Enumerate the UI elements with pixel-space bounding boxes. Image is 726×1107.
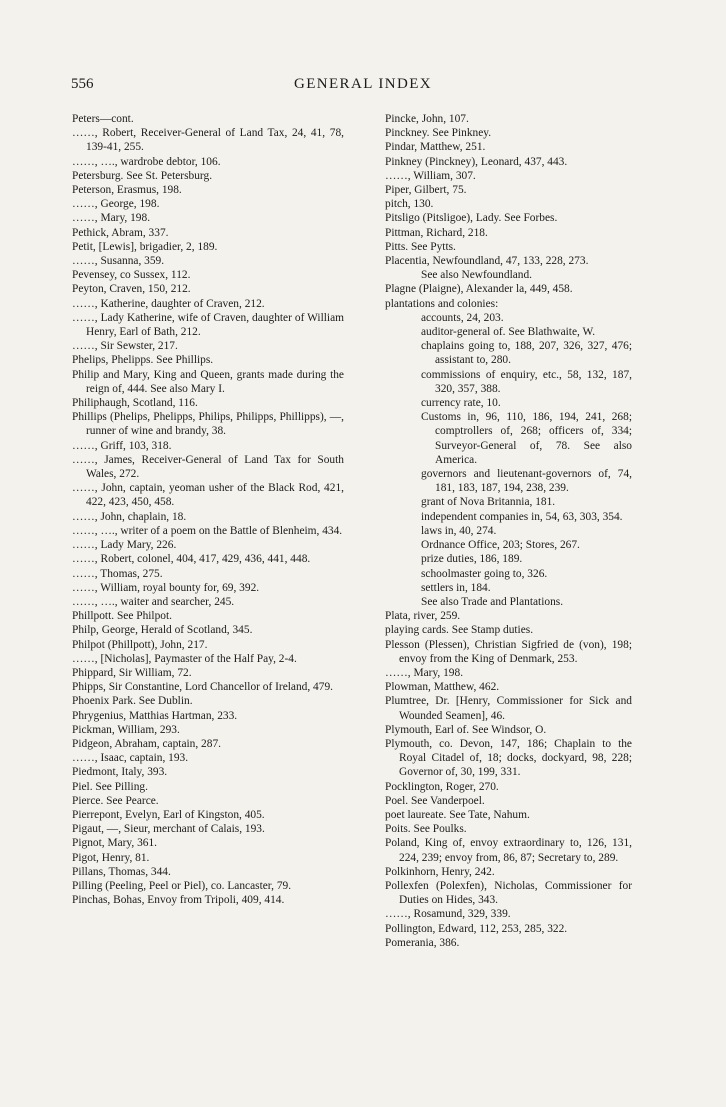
index-entry: Poits. See Poulks.	[385, 823, 467, 836]
index-entry: Pincke, John, 107.	[385, 113, 469, 125]
index-entry: laws in, 40, 274.	[421, 524, 497, 537]
index-entry: Plymouth, Earl of. See Windsor, O.	[385, 723, 547, 736]
index-entry: schoolmaster going to, 326.	[421, 567, 548, 580]
index-entry: ……, …., waiter and searcher, 245.	[72, 595, 235, 608]
index-entry: Pillans, Thomas, 344.	[72, 865, 171, 878]
index-entry: Philip and Mary, King and Queen, grants made during the reign of, 444. See also Mary I.	[72, 368, 344, 395]
index-entry: prize duties, 186, 189.	[421, 553, 523, 566]
index-entry: Pittman, Richard, 218.	[385, 226, 488, 239]
index-entry: pitch, 130.	[385, 198, 434, 211]
index-entry: auditor-general of. See Blathwaite, W.	[421, 326, 596, 339]
index-entry: Pierrepont, Evelyn, Earl of Kingston, 405.	[72, 808, 265, 821]
index-entry: Pickman, William, 293.	[72, 723, 180, 736]
index-entry: Poland, King of, envoy extraordinary to, 126, 131, 224, 239; envoy from, 86, 87; Secretary to, 289.	[385, 837, 632, 864]
index-entry: See also Newfoundland.	[421, 269, 533, 282]
index-entry: Phrygenius, Matthias Hartman, 233.	[72, 709, 238, 722]
index-entry: Phoenix Park. See Dublin.	[72, 695, 193, 708]
index-entry: Plesson (Plessen), Christian Sigfried de (von), 198; envoy from the King of Denmark, 253.	[385, 638, 632, 665]
index-entry: ……, John, captain, yeoman usher of the Black Rod, 421, 422, 423, 450, 458.	[72, 482, 344, 509]
index-entry: playing cards. See Stamp duties.	[385, 624, 534, 637]
index-entry: commissions of enquiry, etc., 58, 132, 187, 320, 357, 388.	[421, 368, 632, 395]
index-entry: ……, …., wardrobe debtor, 106.	[72, 155, 221, 168]
index-entry: Pitsligo (Pitsligoe), Lady. See Forbes.	[385, 212, 558, 225]
index-entry: Philpot (Phillpott), John, 217.	[72, 638, 208, 651]
index-entry: Phillips (Phelips, Phelipps, Philips, Philipps, Phillipps), —, runner of wine and brandy, 38.	[72, 411, 344, 438]
index-entry: ……, James, Receiver-General of Land Tax for South Wales, 272.	[72, 453, 344, 481]
index-entry: Pollington, Edward, 112, 253, 285, 322.	[385, 922, 568, 935]
index-entry: Plymouth, co. Devon, 147, 186; Chaplain to the Royal Citadel of, 18; docks, dockyard, 98, 228; Governor of, 30, 199, 331.	[385, 737, 632, 779]
index-entry: Phipps, Sir Constantine, Lord Chancellor of Ireland, 479.	[72, 681, 333, 694]
index-entry: ……, Isaac, captain, 193.	[72, 752, 189, 765]
index-entry: Petit, [Lewis], brigadier, 2, 189.	[72, 240, 218, 253]
index-entry: Pinckney. See Pinkney.	[385, 127, 492, 140]
index-entry: chaplains going to, 188, 207, 326, 327, 476; assistant to, 280.	[421, 340, 632, 367]
index-entry: ……, Mary, 198.	[385, 666, 464, 679]
index-entry: ……, Thomas, 275.	[72, 567, 163, 580]
index-entry: Peyton, Craven, 150, 212.	[72, 283, 191, 296]
index-entry: ……, Robert, colonel, 404, 417, 429, 436, 441, 448.	[72, 553, 311, 566]
index-entry: Polkinhorn, Henry, 242.	[385, 865, 495, 878]
index-entry: Plata, river, 259.	[385, 610, 461, 623]
index-entry: plantations and colonies:	[385, 297, 499, 310]
index-entry: Piel. See Pilling.	[72, 780, 148, 793]
index-entry: ……, Robert, Receiver-General of Land Tax, 24, 41, 78, 139-41, 255.	[72, 127, 344, 154]
index-entry: ……, Lady Mary, 226.	[72, 539, 177, 552]
index-entry: See also Trade and Plantations.	[421, 595, 564, 608]
index-entry: ……, Lady Katherine, wife of Craven, daughter of William Henry, Earl of Bath, 212.	[72, 311, 344, 339]
index-entry: Piedmont, Italy, 393.	[72, 766, 168, 779]
index-entry: settlers in, 184.	[421, 581, 491, 594]
index-entry: governors and lieutenant-governors of, 74, 181, 183, 187, 194, 238, 239.	[421, 468, 632, 495]
left-index-column	[72, 112, 344, 907]
index-entry: Pilling (Peeling, Peel or Piel), co. Lancaster, 79.	[72, 879, 292, 892]
index-entry: Pinkney (Pinckney), Leonard, 437, 443.	[385, 155, 568, 168]
index-entry: Phippard, Sir William, 72.	[72, 666, 192, 679]
page-title: GENERAL INDEX	[293, 76, 433, 92]
index-entry: ……, …., writer of a poem on the Battle of Blenheim, 434.	[72, 524, 343, 537]
index-entry: poet laureate. See Tate, Nahum.	[385, 808, 530, 821]
right-index-column	[385, 112, 632, 950]
index-entry: Piper, Gilbert, 75.	[385, 184, 467, 197]
index-entry: Philiphaugh, Scotland, 116.	[72, 397, 198, 410]
index-entry: Plumtree, Dr. [Henry, Commissioner for Sick and Wounded Seamen], 46.	[385, 695, 632, 722]
index-entry: ……, Susanna, 359.	[72, 255, 165, 268]
index-entry: ……, Mary, 198.	[72, 212, 151, 225]
index-entry: Pignot, Mary, 361.	[72, 837, 158, 850]
index-entry: Petersburg. See St. Petersburg.	[72, 169, 213, 182]
index-entry: Placentia, Newfoundland, 47, 133, 228, 273.	[385, 255, 589, 268]
index-entry: ……, George, 198.	[72, 198, 160, 211]
index-entry: ……, John, chaplain, 18.	[72, 510, 187, 523]
index-entry: independent companies in, 54, 63, 303, 354.	[421, 510, 623, 523]
index-entry: Plagne (Plaigne), Alexander la, 449, 458.	[385, 283, 573, 296]
page-number: 556	[71, 76, 94, 92]
index-entry: Pevensey, co Sussex, 112.	[72, 269, 191, 282]
index-entry: Customs in, 96, 110, 186, 194, 241, 268; comptrollers of, 268; officers of, 334; Surveyor-General of, 78. See also America.	[421, 411, 632, 466]
index-entry: ……, Griff, 103, 318.	[72, 439, 172, 452]
index-entry: Poel. See Vanderpoel.	[385, 794, 485, 807]
index-entry: Peters—cont.	[72, 113, 134, 125]
index-entry: ……, Katherine, daughter of Craven, 212.	[72, 297, 265, 310]
index-entry: Pomerania, 386.	[385, 936, 460, 949]
index-entry: currency rate, 10.	[421, 397, 501, 410]
index-entry: Pigot, Henry, 81.	[72, 851, 150, 864]
index-entry: Pitts. See Pytts.	[385, 240, 456, 253]
index-entry: ……, Sir Sewster, 217.	[72, 340, 178, 353]
index-entry: accounts, 24, 203.	[421, 311, 504, 324]
index-entry: Ordnance Office, 203; Stores, 267.	[421, 539, 580, 552]
index-entry: Pindar, Matthew, 251.	[385, 141, 486, 154]
index-entry: grant of Nova Britannia, 181.	[421, 496, 556, 509]
index-entry: Peterson, Erasmus, 198.	[72, 184, 182, 197]
index-entry: ……, [Nicholas], Paymaster of the Half Pay, 2-4.	[72, 652, 297, 665]
index-entry: Plowman, Matthew, 462.	[385, 681, 500, 694]
index-entry: Philp, George, Herald of Scotland, 345.	[72, 624, 253, 637]
index-entry: Phelips, Phelipps. See Phillips.	[72, 354, 214, 367]
index-entry: Pinchas, Bohas, Envoy from Tripoli, 409, 414.	[72, 894, 285, 907]
index-entry: Pierce. See Pearce.	[72, 794, 159, 807]
index-entry: ……, Rosamund, 329, 339.	[385, 908, 511, 921]
index-entry: ……, William, 307.	[385, 169, 476, 182]
index-entry: Pigaut, —, Sieur, merchant of Calais, 193.	[72, 823, 265, 836]
index-entry: ……, William, royal bounty for, 69, 392.	[72, 581, 260, 594]
index-entry: Pocklington, Roger, 270.	[385, 780, 499, 793]
index-entry: Pollexfen (Polexfen), Nicholas, Commissioner for Duties on Hides, 343.	[385, 879, 632, 907]
index-entry: Phillpott. See Philpot.	[72, 610, 172, 623]
index-entry: Pethick, Abram, 337.	[72, 226, 169, 239]
index-entry: Pidgeon, Abraham, captain, 287.	[72, 737, 221, 750]
